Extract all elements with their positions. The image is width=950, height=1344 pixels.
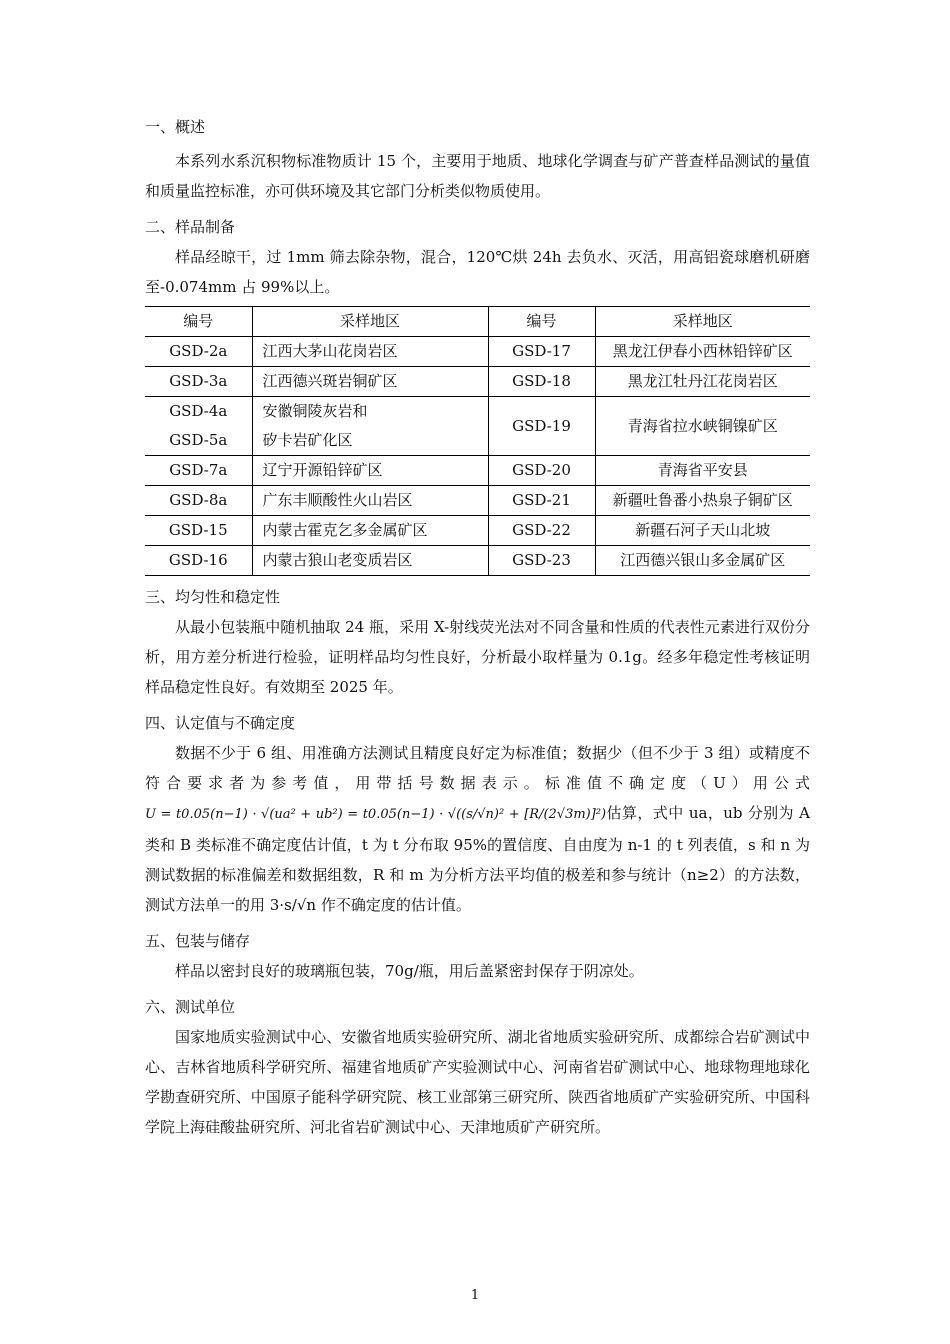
sample-id: GSD-16 xyxy=(145,546,252,576)
page-number: 1 xyxy=(470,1288,480,1303)
header-id: 编号 xyxy=(488,307,595,337)
section-heading-uncertainty: 四、认定值与不确定度 xyxy=(145,714,296,732)
sample-id: GSD-18 xyxy=(488,367,595,397)
sample-location: 内蒙古霍克乞多金属矿区 xyxy=(252,516,488,546)
uncertainty-text-a: 数据不少于 6 组、用准确方法测试且精度良好定为标准值；数据少（但不少于 3 组）或精度不符合要求者为参考值，用带括号数据表示。标准值不确定度（U）用公式 xyxy=(145,744,810,792)
sample-id: GSD-4a xyxy=(145,397,252,427)
sample-location: 青海省拉水峡铜镍矿区 xyxy=(595,397,810,456)
preparation-paragraph: 样品经晾干，过 1mm 筛去除杂物，混合，120℃烘 24h 去负水、灭活，用高铝瓷球磨机研磨至-0.074mm 占 99%以上。 xyxy=(145,248,810,296)
table-row xyxy=(145,486,810,516)
table-row xyxy=(145,516,810,546)
labs-paragraph: 国家地质实验测试中心、安徽省地质实验研究所、湖北省地质实验研究所、成都综合岩矿测试中心、吉林省地质科学研究所、福建省地质矿产实验测试中心、河南省岩矿测试中心、地球物理地球化学勘查研究所、中国原子能科学研究院、核工业部第三研究所、陕西省地质矿产实验研究所、中国科学院上海硅酸盐研究所、河北省岩矿测试中心、天津地质矿产研究所。 xyxy=(145,1028,810,1136)
sample-id: GSD-23 xyxy=(488,546,595,576)
sample-id: GSD-2a xyxy=(145,337,252,367)
overview-paragraph: 本系列水系沉积物标准物质计 15 个，主要用于地质、地球化学调查与矿产普查样品测试的量值和质量监控标准，亦可供环境及其它部门分析类似物质使用。 xyxy=(145,152,810,200)
sample-location: 黑龙江牡丹江花岗岩区 xyxy=(595,367,810,397)
sample-location: 青海省平安县 xyxy=(595,456,810,486)
sample-id: GSD-15 xyxy=(145,516,252,546)
sample-id: GSD-22 xyxy=(488,516,595,546)
sample-location: 黑龙江伊春小西林铅锌矿区 xyxy=(595,337,810,367)
sample-location: 新疆石河子天山北坡 xyxy=(595,516,810,546)
header-location: 采样地区 xyxy=(595,307,810,337)
document-page xyxy=(145,112,810,1142)
section-heading-packaging: 五、包装与储存 xyxy=(145,932,251,950)
sample-location: 辽宁开源铅锌矿区 xyxy=(252,456,488,486)
table-header-row xyxy=(145,307,810,337)
table-row xyxy=(145,397,810,427)
section-heading-homogeneity: 三、均匀性和稳定性 xyxy=(145,588,281,606)
sample-id: GSD-20 xyxy=(488,456,595,486)
packaging-paragraph: 样品以密封良好的玻璃瓶包装，70g/瓶，用后盖紧密封保存于阴凉处。 xyxy=(175,962,644,980)
table-row xyxy=(145,546,810,576)
uncertainty-paragraph xyxy=(145,738,810,920)
sample-location: 广东丰顺酸性火山岩区 xyxy=(252,486,488,516)
sample-location: 安徽铜陵灰岩和 xyxy=(252,397,488,427)
table-row xyxy=(145,337,810,367)
uncertainty-text-b: 估算，式中 ua，ub 分别为 A 类和 B 类标准不确定度估计值，t 为 t 分布取 95%的置信度、自由度为 n-1 的 t 列表值，s 和 n 为测试数据的标准偏差和数据组数，R 和 m 为分析方法平均值的极差和参与统计（n≥2）的方法数，测试方法单一的用 3·s/√n 作不确定度的估计值。 xyxy=(145,804,810,914)
sample-id: GSD-7a xyxy=(145,456,252,486)
table-row xyxy=(145,456,810,486)
sample-id: GSD-19 xyxy=(488,397,595,456)
sample-location: 新疆吐鲁番小热泉子铜矿区 xyxy=(595,486,810,516)
sample-location: 江西德兴银山多金属矿区 xyxy=(595,546,810,576)
sample-id: GSD-8a xyxy=(145,486,252,516)
sample-location: 矽卡岩矿化区 xyxy=(252,426,488,456)
header-id: 编号 xyxy=(145,307,252,337)
sample-location-table xyxy=(145,306,810,576)
section-heading-preparation: 二、样品制备 xyxy=(145,218,236,236)
sample-location: 内蒙古狼山老变质岩区 xyxy=(252,546,488,576)
uncertainty-formula: U = t0.05(n−1) · √(ua² + ub²) = t0.05(n−1) · √((s/√n)² + [R/(2√3m)]²) xyxy=(145,807,607,822)
section-heading-labs: 六、测试单位 xyxy=(145,998,236,1016)
sample-id: GSD-17 xyxy=(488,337,595,367)
sample-location: 江西德兴斑岩铜矿区 xyxy=(252,367,488,397)
header-location: 采样地区 xyxy=(252,307,488,337)
homogeneity-paragraph: 从最小包装瓶中随机抽取 24 瓶，采用 X-射线荧光法对不同含量和性质的代表性元素进行双份分析，用方差分析进行检验，证明样品均匀性良好，分析最小取样量为 0.1g。经多年稳定性考核证明样品稳定性良好。有效期至 2025 年。 xyxy=(145,618,810,696)
table-row xyxy=(145,367,810,397)
section-heading-overview: 一、概述 xyxy=(145,118,206,136)
sample-id: GSD-21 xyxy=(488,486,595,516)
sample-location: 江西大茅山花岗岩区 xyxy=(252,337,488,367)
sample-id: GSD-3a xyxy=(145,367,252,397)
sample-id: GSD-5a xyxy=(145,426,252,456)
